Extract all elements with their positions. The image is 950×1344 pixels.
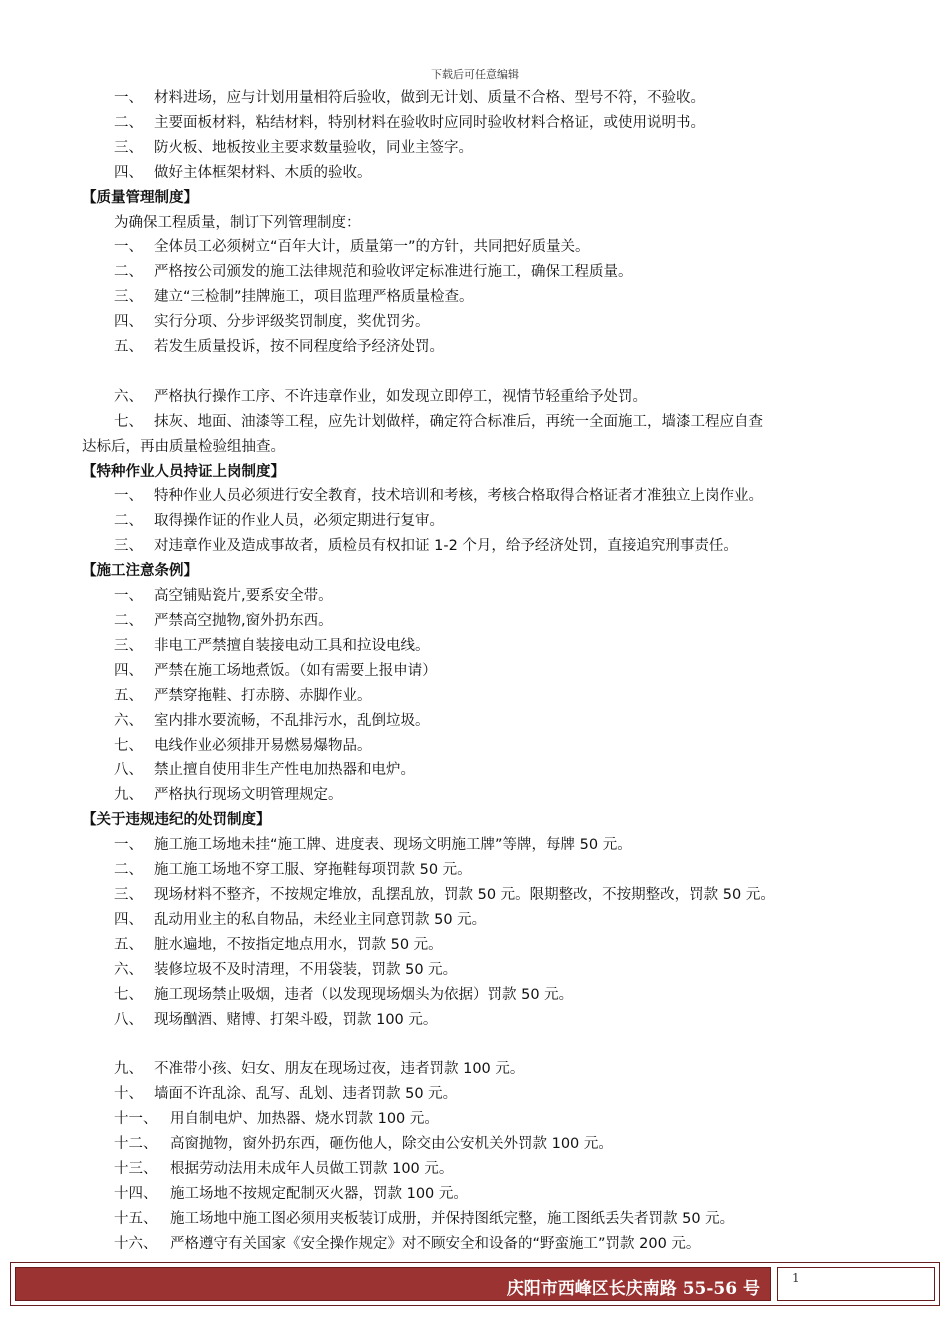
- list-item: [82, 659, 872, 684]
- item-text: 施工施工场地不穿工服、穿拖鞋每项罚款 50 元。: [154, 862, 472, 879]
- item-text: 电线作业必须排开易燃易爆物品。: [154, 737, 372, 754]
- list-item: [82, 484, 872, 509]
- item-number: 五、: [114, 339, 143, 356]
- item-number: 八、: [114, 1011, 143, 1028]
- item-text: 抹灰、地面、油漆等工程，应先计划做样，确定符合标准后，再统一全面施工，墙漆工程应自查: [154, 413, 763, 430]
- list-item: [82, 758, 872, 783]
- item-text: 防火板、地板按业主要求数量验收，同业主签字。: [154, 139, 473, 156]
- item-number: 十二、: [114, 1136, 158, 1153]
- item-number: 十一、: [114, 1111, 158, 1128]
- list-item: [82, 1057, 872, 1082]
- item-text: 装修垃圾不及时清理，不用袋装，罚款 50 元。: [154, 961, 458, 978]
- item-text: 严禁穿拖鞋、打赤膀、赤脚作业。: [154, 687, 372, 704]
- item-number: 九、: [114, 1061, 143, 1078]
- item-number: 七、: [114, 986, 143, 1003]
- item-text: 施工场地中施工图必须用夹板装订成册，并保持图纸完整，施工图纸丢失者罚款 50 元。: [170, 1210, 735, 1227]
- item-number: 十六、: [114, 1235, 158, 1252]
- item-text: 乱动用业主的私自物品，未经业主同意罚款 50 元。: [154, 911, 487, 928]
- list-item: [82, 385, 872, 410]
- item-text: 脏水遍地，不按指定地点用水，罚款 50 元。: [154, 936, 443, 953]
- item-number: 五、: [114, 936, 143, 953]
- item-text: 现场酗酒、赌博、打架斗殴，罚款 100 元。: [154, 1011, 438, 1028]
- item-number: 一、: [114, 588, 143, 605]
- item-text: 室内排水要流畅，不乱排污水，乱倒垃圾。: [154, 712, 430, 729]
- list-item: [82, 958, 872, 983]
- item-number: 三、: [114, 886, 143, 903]
- item-text: 禁止擅自使用非生产性电加热器和电炉。: [154, 762, 415, 779]
- header-note: 下载后可任意编辑: [431, 68, 519, 81]
- notice-heading: 【施工注意条例】: [82, 563, 198, 580]
- page-footer: [10, 1262, 940, 1306]
- item-text: 取得操作证的作业人员，必须定期进行复审。: [154, 513, 444, 530]
- list-item: [82, 734, 872, 759]
- page-number-box: [777, 1267, 935, 1301]
- item-number: 一、: [114, 488, 143, 505]
- item-text: 施工场地不按规定配制灭火器，罚款 100 元。: [170, 1185, 468, 1202]
- item-text: 用自制电炉、加热器、烧水罚款 100 元。: [170, 1111, 439, 1128]
- item-text: 建立“三检制”挂牌施工，项目监理严格质量检查。: [154, 289, 474, 306]
- item-number: 三、: [114, 139, 143, 156]
- item-number: 四、: [114, 911, 143, 928]
- item-number: 二、: [114, 862, 143, 879]
- page-number: 1: [792, 1271, 800, 1285]
- list-item: [82, 235, 872, 260]
- document-body: [82, 86, 872, 1257]
- item-number: 二、: [114, 114, 143, 131]
- item-text: 全体员工必须树立“百年大计，质量第一”的方针，共同把好质量关。: [154, 239, 590, 256]
- special-heading: 【特种作业人员持证上岗制度】: [82, 463, 285, 480]
- list-item: [82, 136, 872, 161]
- item-number: 二、: [114, 613, 143, 630]
- list-item: [82, 86, 872, 111]
- item-text: 严格按公司颁发的施工法律规范和验收评定标准进行施工，确保工程质量。: [154, 264, 633, 281]
- list-item: [82, 111, 872, 136]
- list-item: [82, 609, 872, 634]
- item-text: 主要面板材料，粘结材料，特别材料在验收时应同时验收材料合格证，或使用说明书。: [154, 114, 705, 131]
- item-number: 六、: [114, 961, 143, 978]
- item-number: 四、: [114, 314, 143, 331]
- list-item: [82, 883, 872, 908]
- list-item: [82, 1182, 872, 1207]
- item-text: 若发生质量投诉，按不同程度给予经济处罚。: [154, 339, 444, 356]
- penalty-list-continued: [82, 1057, 872, 1256]
- item-number: 二、: [114, 513, 143, 530]
- item-number: 四、: [114, 662, 143, 679]
- item-number: 十五、: [114, 1210, 158, 1227]
- item-text: 严格遵守有关国家《安全操作规定》对不顾安全和设备的“野蛮施工”罚款 200 元。: [170, 1235, 701, 1252]
- list-item: [82, 534, 872, 559]
- list-item: [82, 285, 872, 310]
- item-text: 实行分项、分步评级奖罚制度，奖优罚劣。: [154, 314, 430, 331]
- blank-line: [82, 1032, 872, 1057]
- quality-list: [82, 235, 872, 360]
- item-number: 八、: [114, 762, 143, 779]
- footer-address: 庆阳市西峰区长庆南路 55-56 号: [506, 1279, 760, 1299]
- list-item: [82, 908, 872, 933]
- item-text: 现场材料不整齐，不按规定堆放，乱摆乱放，罚款 50 元。限期整改，不按期整改，罚款 50 元。: [154, 886, 775, 903]
- list-item: [82, 310, 872, 335]
- item-number: 一、: [114, 837, 143, 854]
- item-text: 不准带小孩、妇女、朋友在现场过夜，违者罚款 100 元。: [154, 1061, 525, 1078]
- item-number: 七、: [114, 737, 143, 754]
- item-number: 四、: [114, 164, 143, 181]
- list-item: [82, 1008, 872, 1033]
- list-item: [82, 933, 872, 958]
- item-number: 一、: [114, 239, 143, 256]
- list-item: [82, 1207, 872, 1232]
- item-text: 材料进场，应与计划用量相符后验收，做到无计划、质量不合格、型号不符，不验收。: [154, 90, 705, 106]
- item-text: 特种作业人员必须进行安全教育，技术培训和考核，考核合格取得合格证者才准独立上岗作业。: [154, 488, 763, 505]
- list-item: [82, 1107, 872, 1132]
- list-item: [82, 584, 872, 609]
- item-number: 十、: [114, 1086, 143, 1103]
- item-text: 墙面不许乱涂、乱写、乱划、违者罚款 50 元。: [154, 1086, 458, 1103]
- item-number: 六、: [114, 712, 143, 729]
- materials-list: [82, 86, 872, 186]
- quality-item-7-continuation: 达标后，再由质量检验组抽查。: [82, 438, 285, 455]
- list-item: [82, 833, 872, 858]
- item-text: 高窗抛物，窗外扔东西，砸伤他人，除交由公安机关外罚款 100 元。: [170, 1136, 613, 1153]
- special-list: [82, 484, 872, 559]
- list-item: [82, 1082, 872, 1107]
- list-item: [82, 684, 872, 709]
- item-number: 三、: [114, 289, 143, 306]
- footer-bar: [15, 1267, 771, 1301]
- list-item: [82, 1157, 872, 1182]
- item-text: 高空铺贴瓷片,要系安全带。: [154, 588, 333, 605]
- item-text: 严禁高空抛物,窗外扔东西。: [154, 613, 333, 630]
- item-number: 十三、: [114, 1160, 158, 1177]
- item-text: 施工施工场地未挂“施工牌、进度表、现场文明施工牌”等牌，每牌 50 元。: [154, 837, 632, 854]
- item-text: 非电工严禁擅自装接电动工具和拉设电线。: [154, 637, 430, 654]
- item-number: 六、: [114, 388, 143, 405]
- item-number: 三、: [114, 538, 143, 555]
- item-number: 二、: [114, 264, 143, 281]
- item-number: 九、: [114, 787, 143, 804]
- list-item: [82, 335, 872, 360]
- list-item: [82, 161, 872, 186]
- list-item: [82, 1132, 872, 1157]
- list-item: [82, 983, 872, 1008]
- item-text: 施工现场禁止吸烟，违者（以发现现场烟头为依据）罚款 50 元。: [154, 986, 574, 1003]
- item-text: 对违章作业及造成事故者，质检员有权扣证 1-2 个月，给予经济处罚，直接追究刑事责任。: [154, 538, 738, 555]
- item-number: 七、: [114, 413, 143, 430]
- list-item: [82, 1232, 872, 1257]
- blank-line: [82, 360, 872, 385]
- item-text: 严格执行现场文明管理规定。: [154, 787, 343, 804]
- item-text: 严格执行操作工序、不许违章作业，如发现立即停工，视情节轻重给予处罚。: [154, 388, 647, 405]
- item-number: 十四、: [114, 1185, 158, 1202]
- item-text: 根据劳动法用未成年人员做工罚款 100 元。: [170, 1160, 454, 1177]
- list-item: [82, 783, 872, 808]
- quality-list-continued: [82, 385, 872, 410]
- list-item: [82, 260, 872, 285]
- list-item: [82, 858, 872, 883]
- quality-heading: 【质量管理制度】: [82, 189, 198, 206]
- penalty-list: [82, 833, 872, 1032]
- item-number: 一、: [114, 90, 143, 106]
- quality-item-7: [82, 410, 872, 435]
- item-text: 做好主体框架材料、木质的验收。: [154, 164, 372, 181]
- quality-intro: 为确保工程质量，制订下列管理制度：: [114, 214, 361, 231]
- item-number: 五、: [114, 687, 143, 704]
- list-item: [82, 509, 872, 534]
- penalty-heading: 【关于违规违纪的处罚制度】: [82, 812, 271, 829]
- list-item: [82, 709, 872, 734]
- notice-list: [82, 584, 872, 808]
- item-text: 严禁在施工场地煮饭。（如有需要上报申请）: [154, 662, 437, 679]
- item-number: 三、: [114, 637, 143, 654]
- list-item: [82, 634, 872, 659]
